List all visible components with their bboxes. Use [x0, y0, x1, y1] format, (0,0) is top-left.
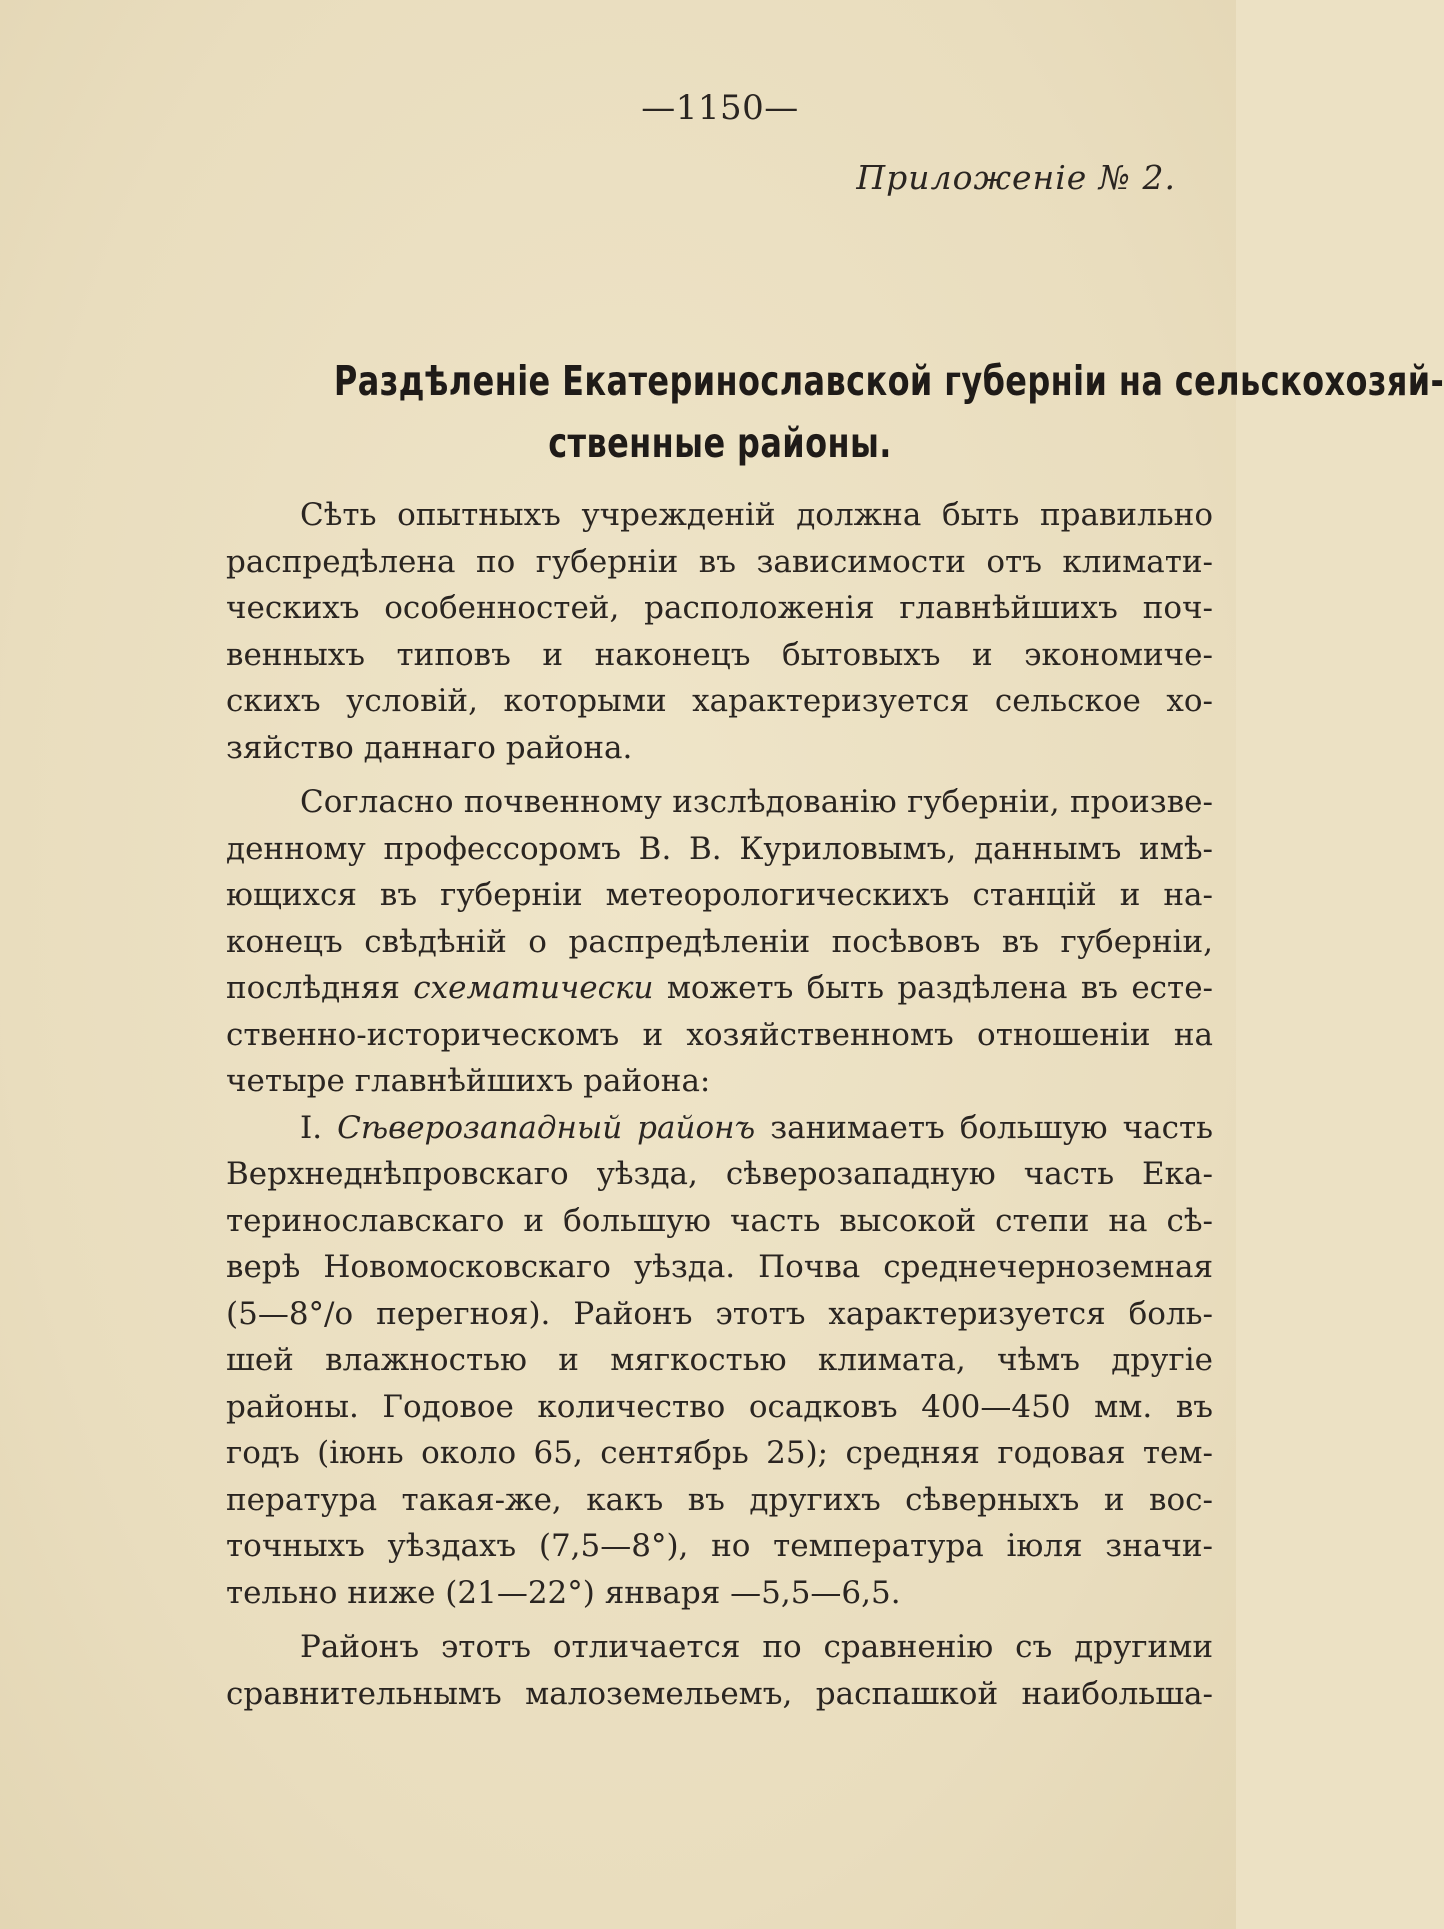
paragraph-4 [226, 1624, 1213, 1717]
emphasized-word: схематически [413, 970, 654, 1006]
text-line: Сѣть опытныхъ учрежденiй должна быть правильно [300, 497, 1213, 533]
paragraph-gap [226, 771, 1213, 779]
list-numeral: I. [300, 1109, 323, 1146]
paragraph-gap [226, 1616, 1213, 1624]
text-line: денному профессоромъ В. В. Куриловымъ, даннымъ имѣ- [226, 830, 1213, 867]
text-segment: занимаетъ большую часть [770, 1109, 1213, 1146]
text-line: верѣ Новомосковскаго уѣзда. Почва среднечерноземная [226, 1249, 1213, 1285]
text-line: годъ (iюнь около 65, сентябрь 25); средняя годовая тем- [226, 1435, 1213, 1471]
text-line: зяйство даннаго района. [226, 729, 633, 766]
text-line-with-emphasis [226, 1105, 1213, 1152]
text-line: ственно-историческомъ и хозяйственномъ отношенiи на [226, 1016, 1213, 1053]
text-line: четыре главнѣйшихъ района: [226, 1063, 711, 1099]
text-line: конецъ свѣдѣнiй о распредѣленiи посѣвовъ въ губернiи, [226, 923, 1213, 960]
section-heading [333, 350, 1444, 474]
text-line: точныхъ уѣздахъ (7,5—8°), но температура iюля значи- [226, 1528, 1213, 1564]
text-line: тельно ниже (21—22°) января —5,5—6,5. [226, 1574, 901, 1611]
text-line: Согласно почвенному изслѣдованiю губернiи, произве- [300, 784, 1213, 820]
text-line: Районъ этотъ отличается по сравненiю съ другими [300, 1629, 1213, 1665]
text-line: районы. Годовое количество осадковъ 400—450 мм. въ [226, 1388, 1213, 1425]
district-name: Сѣверозападный районъ [337, 1109, 756, 1146]
heading-line-1: Раздѣленiе Екатеринославской губернiи на сельскохозяй- [333, 357, 1444, 405]
text-line: ющихся въ губернiи метеорологическихъ станцiй и на- [226, 877, 1213, 913]
paragraph-2 [226, 779, 1213, 1105]
page-number: —1150— [641, 88, 799, 128]
body-text [226, 492, 1213, 1717]
text-segment: послѣдняя [226, 970, 400, 1006]
text-line: сравнительнымъ малоземельемъ, распашкой наибольша- [226, 1675, 1213, 1712]
paragraph-3 [226, 1105, 1213, 1617]
text-line: распредѣлена по губернiи въ зависимости отъ климати- [226, 543, 1213, 580]
paragraph-1 [226, 492, 1213, 771]
text-segment: можетъ быть раздѣлена въ есте- [666, 970, 1214, 1006]
text-line: венныхъ типовъ и наконецъ бытовыхъ и экономиче- [226, 636, 1213, 673]
text-line: шей влажностью и мягкостью климата, чѣмъ другiе [226, 1342, 1213, 1378]
text-line: скихъ условiй, которыми характеризуется сельское хо- [226, 683, 1213, 719]
heading-line-2: ственные районы. [548, 419, 892, 467]
text-line: (5—8°/о перегноя). Районъ этотъ характеризуется боль- [226, 1295, 1213, 1332]
text-line-with-emphasis [226, 965, 1213, 1012]
text-line: ческихъ особенностей, расположенiя главнѣйшихъ поч- [226, 590, 1213, 626]
text-line: пература такая-же, какъ въ другихъ сѣверныхъ и вос- [226, 1481, 1213, 1518]
text-line: теринославскаго и большую часть высокой степи на сѣ- [226, 1202, 1213, 1239]
appendix-label: Приложенiе № 2. [856, 158, 1176, 197]
text-line: Верхнеднѣпровскаго уѣзда, сѣверозападную часть Ека- [226, 1156, 1213, 1192]
